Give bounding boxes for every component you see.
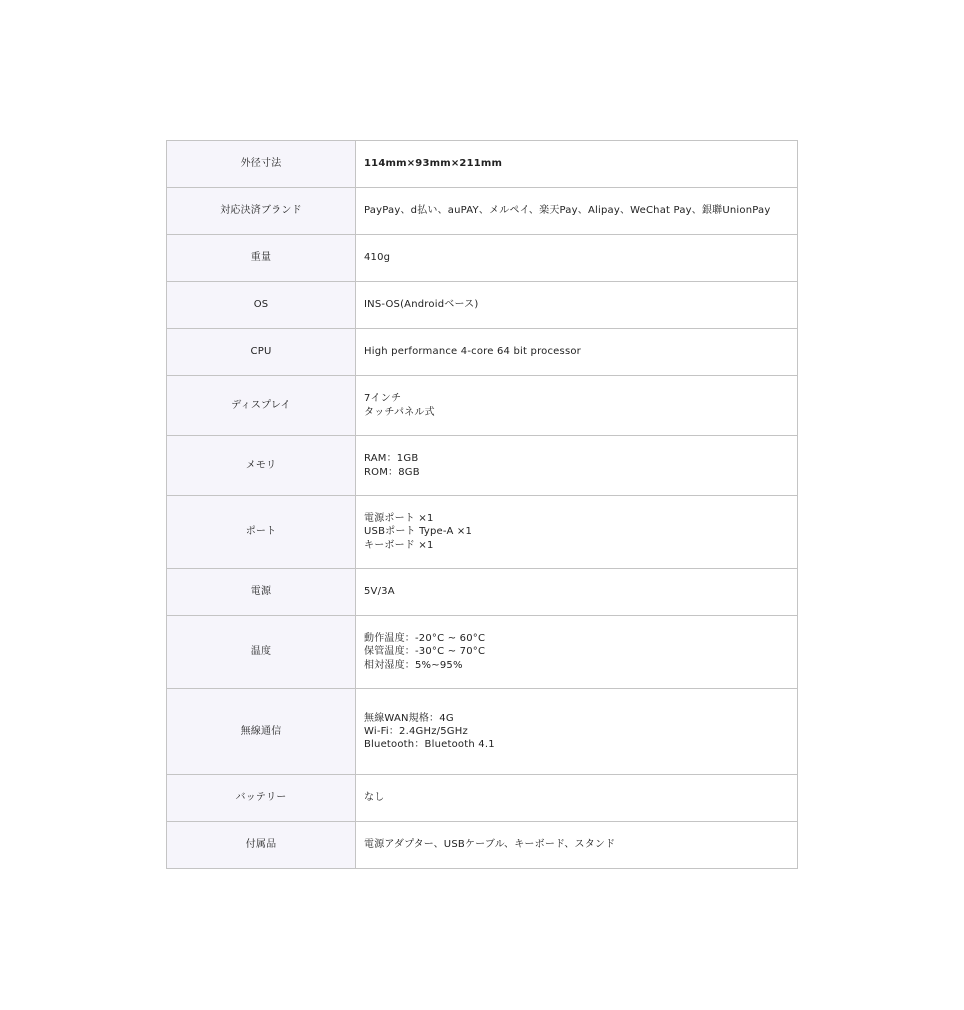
spec-value bbox=[356, 235, 798, 282]
spec-value-line: 無線WAN規格：4G bbox=[364, 712, 454, 724]
spec-label: 対応決済ブランド bbox=[167, 188, 356, 235]
spec-row-display bbox=[167, 376, 798, 436]
spec-value-line: タッチパネル式 bbox=[364, 406, 435, 418]
spec-value-line: 保管温度：-30°C ~ 70°C bbox=[364, 646, 486, 658]
spec-value-line: Bluetooth：Bluetooth 4.1 bbox=[364, 739, 495, 751]
spec-value bbox=[356, 141, 798, 188]
spec-value bbox=[356, 775, 798, 822]
spec-label: 重量 bbox=[167, 235, 356, 282]
spec-label: CPU bbox=[167, 329, 356, 376]
spec-value-line: RAM：1GB bbox=[364, 453, 419, 465]
spec-value bbox=[356, 329, 798, 376]
spec-label: ポート bbox=[167, 496, 356, 569]
spec-value-line: 410g bbox=[364, 252, 391, 264]
spec-row-battery bbox=[167, 775, 798, 822]
spec-value-line: なし bbox=[364, 792, 385, 804]
spec-value-line: 電源ポート ×1 bbox=[364, 513, 434, 525]
spec-row-accessories bbox=[167, 822, 798, 869]
spec-value-line: 電源アダプター、USBケーブル、キーボード、スタンド bbox=[364, 839, 616, 851]
spec-row-power bbox=[167, 569, 798, 616]
spec-table bbox=[166, 140, 798, 869]
spec-value-line: 動作温度：-20°C ~ 60°C bbox=[364, 633, 486, 645]
spec-value-line: 5V/3A bbox=[364, 586, 395, 598]
spec-row-dimensions bbox=[167, 141, 798, 188]
spec-label: 付属品 bbox=[167, 822, 356, 869]
spec-value bbox=[356, 689, 798, 775]
spec-label: OS bbox=[167, 282, 356, 329]
spec-label: 温度 bbox=[167, 616, 356, 689]
spec-value-line: キーボード ×1 bbox=[364, 539, 434, 551]
spec-value bbox=[356, 616, 798, 689]
spec-value bbox=[356, 822, 798, 869]
spec-label: 外径寸法 bbox=[167, 141, 356, 188]
spec-table-body bbox=[167, 141, 798, 869]
spec-row-cpu bbox=[167, 329, 798, 376]
spec-value bbox=[356, 376, 798, 436]
spec-row-ports bbox=[167, 496, 798, 569]
spec-row-weight bbox=[167, 235, 798, 282]
spec-row-memory bbox=[167, 436, 798, 496]
spec-label: 電源 bbox=[167, 569, 356, 616]
spec-row-payment-brands bbox=[167, 188, 798, 235]
spec-value-line: 7インチ bbox=[364, 393, 402, 405]
spec-label: ディスプレイ bbox=[167, 376, 356, 436]
spec-row-temperature bbox=[167, 616, 798, 689]
spec-label: 無線通信 bbox=[167, 689, 356, 775]
spec-row-wireless bbox=[167, 689, 798, 775]
spec-value-line: INS-OS(Androidベース) bbox=[364, 299, 479, 311]
spec-value-line: High performance 4-core 64 bit processor bbox=[364, 346, 581, 358]
spec-value bbox=[356, 436, 798, 496]
spec-value bbox=[356, 282, 798, 329]
spec-value-line: 114mm×93mm×211mm bbox=[364, 158, 503, 170]
spec-value-line: 相対湿度：5%~95% bbox=[364, 659, 463, 671]
spec-value-line: Wi-Fi：2.4GHz/5GHz bbox=[364, 725, 468, 737]
spec-label: バッテリー bbox=[167, 775, 356, 822]
spec-value-line: ROM：8GB bbox=[364, 466, 420, 478]
spec-value-line: USBポート Type-A ×1 bbox=[364, 526, 473, 538]
spec-label: メモリ bbox=[167, 436, 356, 496]
spec-value-line: PayPay、d払い、auPAY、メルペイ、楽天Pay、Alipay、WeChat Pay、銀聯UnionPay bbox=[364, 205, 771, 217]
spec-value bbox=[356, 496, 798, 569]
spec-value bbox=[356, 188, 798, 235]
spec-value bbox=[356, 569, 798, 616]
spec-row-os bbox=[167, 282, 798, 329]
